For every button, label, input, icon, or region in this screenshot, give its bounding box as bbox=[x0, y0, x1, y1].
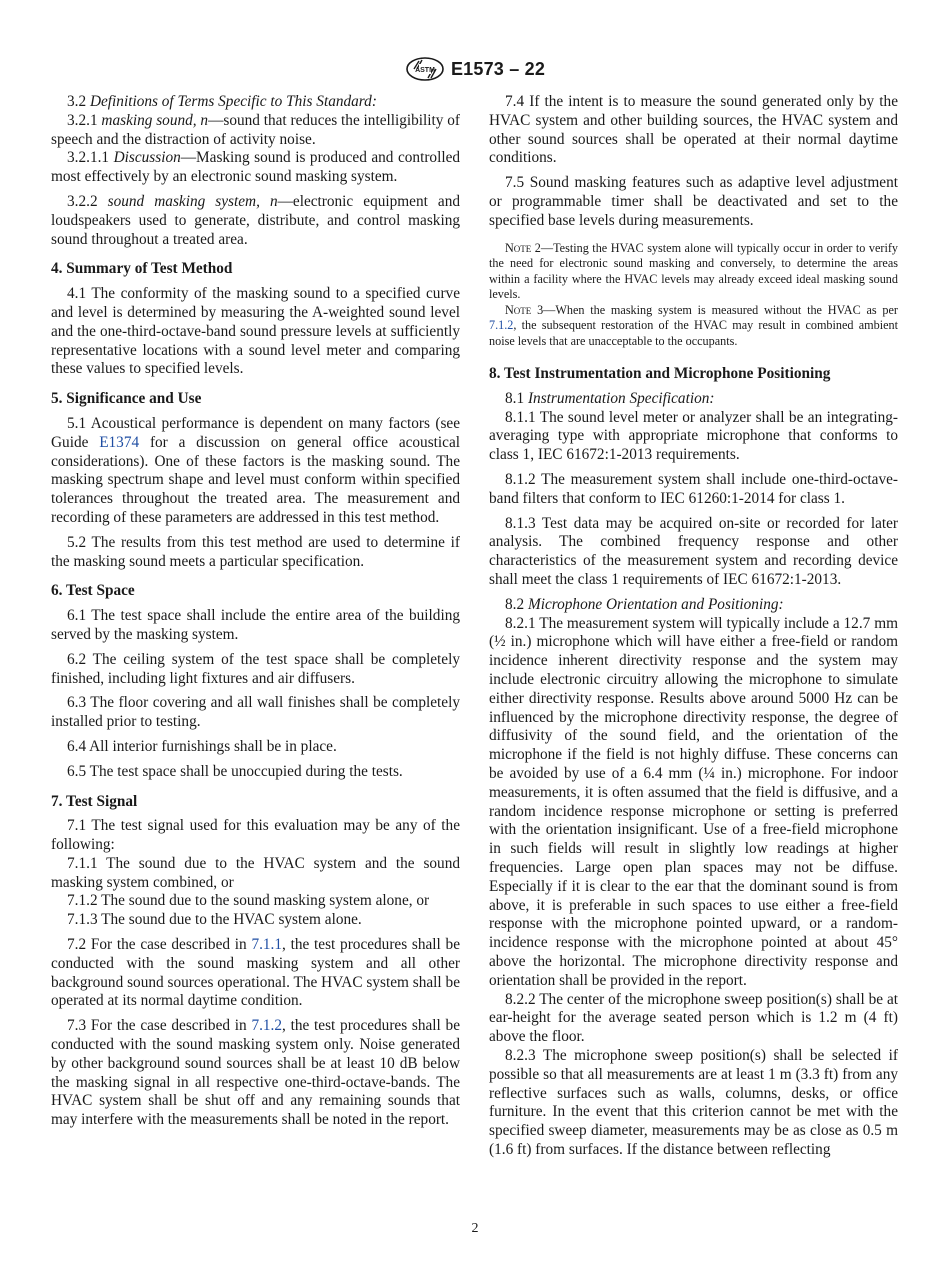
section-8-2: 8.2 Microphone Orientation and Positioning: bbox=[505, 595, 784, 613]
paragraph-7-1: 7.1 The test signal used for this evaluation may be any of the following: bbox=[51, 817, 460, 854]
paragraph-7-4: 7.4 If the intent is to measure the sound generated only by the HVAC system and other building sources, the HVAC system and other sound sources shall be operated at their normal daytime conditions. bbox=[489, 93, 898, 167]
page-header bbox=[0, 56, 950, 82]
section-3-2-1-1: 3.2.1.1 Discussion—Masking sound is produced and controlled most effectively by an electronic sound masking system. bbox=[51, 149, 461, 186]
paragraph-7-1-1: 7.1.1 The sound due to the HVAC system and the sound masking system combined, or bbox=[51, 854, 460, 891]
link-7-1-1[interactable]: 7.1.1 bbox=[251, 936, 283, 954]
paragraph-8-2-1: 8.2.1 The measurement system will typically include a 12.7 mm (½ in.) microphone which will have either a free-field or random incidence inherent directivity response and the system may include electronic circuitry allowing the microphone to simulate either directivity response. Results above around 5000 Hz can be influenced by the microphone directivity response, the degree of diffusivity of the sound field, and the orientation of the microphone if the field is not highly diffuse. These concerns can be avoided by use of a 6.4 mm (¼ in.) microphone. For indoor measurements, it is often assumed that the field is diffusive, and a random incidence response microphone or setting is preferred with the orientation insignificant. Use of a free-field microphone in such fields will result in slightly low readings at higher frequencies. Large open plan spaces may not be diffuse. Especially if it is clear to the ear that the dominant sound is from above, it is preferable in such spaces to use either a free-field response with the microphone pointed upward, or a random-incidence response with the microphone pointed at about 45° above the horizontal. The microphone directivity response and orientation shall be provided in the report. bbox=[489, 614, 898, 989]
paragraph-7-5: 7.5 Sound masking features such as adaptive level adjustment or programmable timer shall be deactivated and set to the specified base levels during measurements. bbox=[489, 174, 898, 229]
paragraph-6-1: 6.1 The test space shall include the entire area of the building served by the masking system. bbox=[51, 607, 460, 643]
paragraph-8-2-2: 8.2.2 The center of the microphone sweep position(s) shall be at ear-height for the average seated person which is 1.2 m (4 ft) above the floor. bbox=[489, 990, 898, 1046]
section-3-2-1: 3.2.1 masking sound, n—sound that reduces the intelligibility of speech and the distraction of activity noise. bbox=[51, 111, 461, 148]
paragraph-6-2: 6.2 The ceiling system of the test space shall be completely finished, including light fixtures and air diffusers. bbox=[51, 650, 460, 687]
paragraph-7-3: 7.3 For the case described in 7.1.2, the test procedures shall be conducted with the sound masking system only. Noise generated by other background sound sources shall be at least 10 dB below the masking signal in all respective one-third-octave-bands. The HVAC system shall be shut off and any remaining sounds that may interfere with the measurements shall be noted in the report. bbox=[51, 1017, 460, 1129]
paragraph-5-2: 5.2 The results from this test method are used to determine if the masking sound meets a particular specification. bbox=[51, 533, 460, 570]
note-3: Note 3—When the masking system is measured without the HVAC as per 7.1.2, the subsequent restoration of the HVAC may result in combined ambient noise levels that are unacceptable to the occupants. bbox=[489, 302, 898, 348]
standard-designation: E1573 – 22 bbox=[450, 58, 546, 79]
paragraph-7-1-3: 7.1.3 The sound due to the HVAC system alone. bbox=[67, 911, 362, 929]
left-column bbox=[51, 93, 460, 1130]
paragraph-7-1-2: 7.1.2 The sound due to the sound masking system alone, or bbox=[67, 892, 430, 910]
paragraph-6-3: 6.3 The floor covering and all wall finishes shall be completely installed prior to testing. bbox=[51, 694, 460, 731]
heading-section-4: 4. Summary of Test Method bbox=[51, 260, 233, 278]
paragraph-8-1-1: 8.1.1 The sound level meter or analyzer shall be an integrating-averaging type with appropriate microphone that conforms to class 1, IEC 61672:1-2013 requirements. bbox=[489, 408, 898, 464]
paragraph-8-1-2: 8.1.2 The measurement system shall include one-third-octave-band filters that conform to IEC 61260:1-2014 for class 1. bbox=[489, 471, 898, 507]
astm-logo-icon bbox=[405, 57, 445, 81]
paragraph-6-5: 6.5 The test space shall be unoccupied during the tests. bbox=[67, 762, 403, 780]
link-7-1-2[interactable]: 7.1.2 bbox=[251, 1017, 283, 1035]
section-8-1: 8.1 Instrumentation Specification: bbox=[505, 389, 715, 407]
heading-section-8: 8. Test Instrumentation and Microphone Positioning bbox=[489, 365, 831, 383]
paragraph-6-4: 6.4 All interior furnishings shall be in place. bbox=[67, 737, 337, 755]
heading-section-5: 5. Significance and Use bbox=[51, 390, 202, 408]
heading-section-7: 7. Test Signal bbox=[51, 792, 138, 810]
paragraph-4-1: 4.1 The conformity of the masking sound to a specified curve and level is determined by measuring the A-weighted sound level and the one-third-octave-band sound pressure levels at sufficiently representative locations with a sound level meter and comparing these values to specified levels. bbox=[51, 285, 460, 378]
svg-text:ASTM: ASTM bbox=[415, 67, 435, 74]
paragraph-5-1: 5.1 Acoustical performance is dependent on many factors (see Guide E1374 for a discussion on general office acoustical considerations). One of these factors is the masking sound. The masking spectrum shape and level must conform within specified tolerances throughout the treated area. The measurement and recording of these parameters are addressed in this test method. bbox=[51, 414, 460, 526]
paragraph-8-2-3: 8.2.3 The microphone sweep position(s) shall be selected if possible so that all measurements are at least 1 m (3.3 ft) from any reflective surfaces such as walls, columns, desks, or office furniture. In the event that this criterion cannot be met with the specified sweep diameter, measurements may be as close as 0.5 m (1.6 ft) from surfaces. If the distance between reflecting bbox=[489, 1046, 898, 1158]
section-3-2-2: 3.2.2 sound masking system, n—electronic equipment and loudspeakers used to generate, distribute, and control masking sound throughout a treated area. bbox=[51, 192, 460, 248]
link-note3-7-1-2[interactable]: 7.1.2 bbox=[489, 318, 514, 333]
right-column bbox=[489, 93, 898, 1160]
section-3-2: 3.2 Definitions of Terms Specific to This Standard: bbox=[67, 93, 377, 110]
link-e1374[interactable]: E1374 bbox=[99, 433, 140, 451]
paragraph-7-2: 7.2 For the case described in 7.1.1, the test procedures shall be conducted with the sound masking system and all other background sound sources operational. The HVAC system shall be operated at its normal daytime condition. bbox=[51, 936, 460, 1010]
page-number: 2 bbox=[471, 1221, 479, 1236]
paragraph-8-1-3: 8.1.3 Test data may be acquired on-site or recorded for later analysis. The combined frequency response and other characteristics of the measurement system and recording device shall meet the class 1 requirements of IEC 61672:1-2013. bbox=[489, 514, 898, 589]
heading-section-6: 6. Test Space bbox=[51, 582, 135, 600]
note-2: Note 2—Testing the HVAC system alone will typically occur in order to verify the need for electronic sound masking and conversely, to determine the areas within a facility where the HVAC levels may already exceed ideal masking sound levels. bbox=[489, 240, 898, 302]
